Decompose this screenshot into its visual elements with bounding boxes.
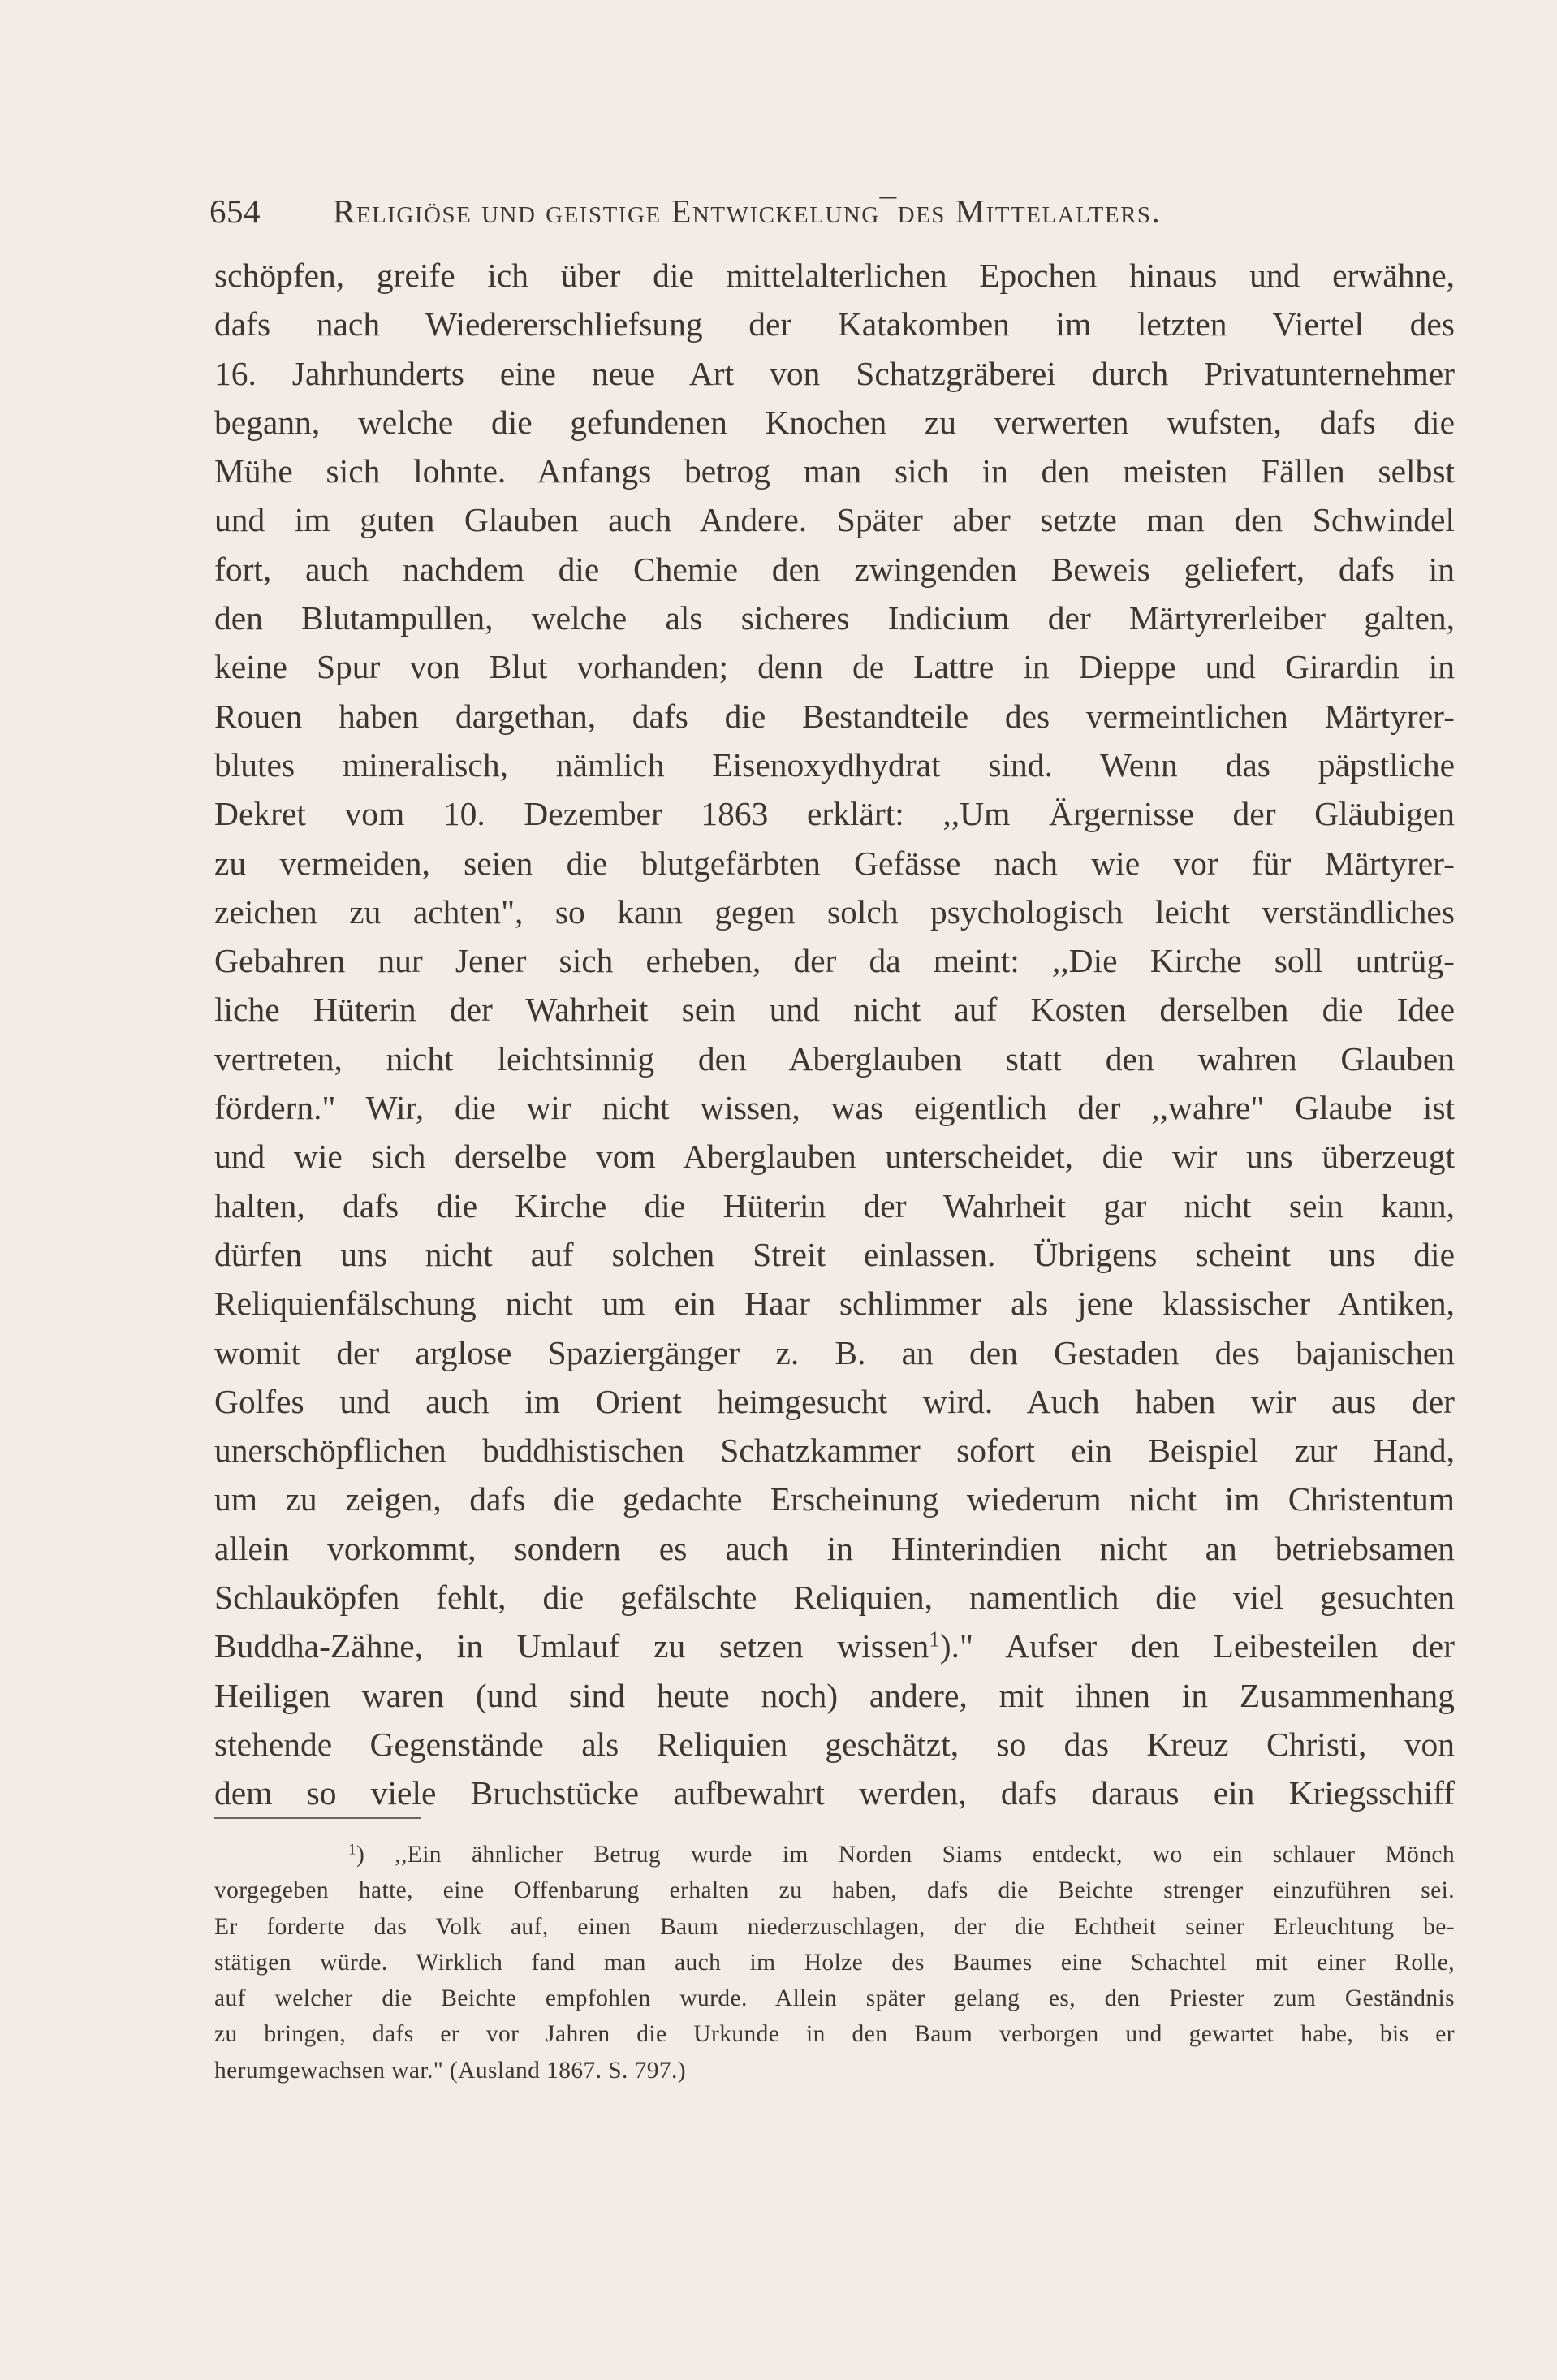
text-line: dürfen uns nicht auf solchen Streit einlassen. Übrigens scheint uns die (214, 1235, 1455, 1273)
footnote-marker: 1 (348, 1841, 356, 1859)
text-line: Mühe sich lohnte. Anfangs betrog man sich in den meisten Fällen selbst (214, 452, 1455, 490)
text-line: um zu zeigen, dafs die gedachte Erscheinung wiederum nicht im Christentum (214, 1480, 1455, 1518)
text-line: dafs nach Wiedererschliefsung der Katakomben im letzten Viertel des (214, 305, 1455, 343)
text-line: Reliquienfälschung nicht um ein Haar schlimmer als jene klassischer Antiken, (214, 1285, 1455, 1323)
text-line: Dekret vom 10. Dezember 1863 erklärt: ,,Um Ärgernisse der Gläubigen (214, 795, 1455, 833)
text-line: 16. Jahrhunderts eine neue Art von Schatzgräberei durch Privatunternehmer (214, 354, 1455, 392)
text-line: fördern." Wir, die wir nicht wissen, was eigentlich der ,,wahre" Glaube ist (214, 1089, 1455, 1127)
text-line: den Blutampullen, welche als sicheres Indicium der Märtyrerleiber galten, (214, 599, 1455, 637)
text-line: Heiligen waren (und sind heute noch) andere, mit ihnen in Zusammenhang (214, 1676, 1455, 1714)
text-line: schöpfen, greife ich über die mittelalterlichen Epochen hinaus und erwähne, (214, 257, 1455, 294)
text-line: dem so viele Bruchstücke aufbewahrt werden, dafs daraus ein Kriegsschiff (214, 1774, 1455, 1812)
text-line: Gebahren nur Jener sich erheben, der da meint: ,,Die Kirche soll untrüg- (214, 942, 1455, 980)
text-segment: Buddha-Zähne, in Umlauf zu setzen wissen (214, 1627, 929, 1665)
text-segment: )." Aufser den Leibesteilen der (939, 1627, 1456, 1665)
text-line: Rouen haben dargethan, dafs die Bestandteile des vermeintlichen Märtyrer- (214, 697, 1455, 735)
footnote-line: vorgegeben hatte, eine Offenbarung erhalten zu haben, dafs die Beichte strenger einzuführen sei. (214, 1877, 1455, 1904)
text-line: begann, welche die gefundenen Knochen zu verwerten wufsten, dafs die (214, 403, 1455, 441)
footnote-line: auf welcher die Beichte empfohlen wurde. Allein später gelang es, den Priester zum Geständnis (214, 1985, 1455, 2012)
running-title: Religiöse und geistige Entwickelung¯des Mittelalters. (333, 192, 1162, 230)
footnote-line: herumgewachsen war." (Ausland 1867. S. 797.) (214, 2057, 687, 2084)
text-line: stehende Gegenstände als Reliquien geschätzt, so das Kreuz Christi, von (214, 1725, 1455, 1763)
footnote-line: stätigen würde. Wirklich fand man auch im Holze des Baumes eine Schachtel mit einer Rolle, (214, 1949, 1455, 1976)
text-line: und im guten Glauben auch Andere. Später aber setzte man den Schwindel (214, 501, 1455, 539)
text-line: liche Hüterin der Wahrheit sein und nicht auf Kosten derselben die Idee (214, 991, 1455, 1029)
body-text (214, 251, 1455, 1818)
running-head (209, 192, 1362, 240)
text-line: und wie sich derselbe vom Aberglauben unterscheidet, die wir uns überzeugt (214, 1138, 1455, 1176)
footnote-line (214, 1837, 1455, 1872)
footnote-reference: 1 (929, 1626, 940, 1652)
text-line: vertreten, nicht leichtsinnig den Aberglauben statt den wahren Glauben (214, 1039, 1455, 1078)
text-line: Schlauköpfen fehlt, die gefälschte Reliquien, namentlich die viel gesuchten (214, 1579, 1455, 1617)
text-line: zeichen zu achten", so kann gegen solch psychologisch leicht verständliches (214, 892, 1455, 931)
text-line: zu vermeiden, seien die blutgefärbten Gefässe nach wie vor für Märtyrer- (214, 844, 1455, 882)
footnote-line: Er forderte das Volk auf, einen Baum niederzuschlagen, der die Echtheit seiner Erleuchtung be- (214, 1913, 1455, 1940)
text-line: Golfes und auch im Orient heimgesucht wird. Auch haben wir aus der (214, 1382, 1455, 1420)
text-line: halten, dafs die Kirche die Hüterin der Wahrheit gar nicht sein kann, (214, 1186, 1455, 1225)
text-line: fort, auch nachdem die Chemie den zwingenden Beweis geliefert, dafs in (214, 550, 1455, 588)
text-line: allein vorkommt, sondern es auch in Hinterindien nicht an betriebsamen (214, 1529, 1455, 1567)
text-line-with-footnote-ref (214, 1622, 1455, 1670)
text-line: unerschöpflichen buddhistischen Schatzkammer sofort ein Beispiel zur Hand, (214, 1432, 1455, 1470)
page-number: 654 (209, 192, 261, 230)
footnote-text: ) ,,Ein ähnlicher Betrug wurde im Norden Siams entdeckt, wo ein schlauer Mönch (356, 1842, 1455, 1868)
text-line: womit der arglose Spaziergänger z. B. an den Gestaden des bajanischen (214, 1333, 1455, 1371)
footnote-line: zu bringen, dafs er vor Jahren die Urkunde in den Baum verborgen und gewartet habe, bis er (214, 2021, 1455, 2048)
text-line: keine Spur von Blut vorhanden; denn de Lattre in Dieppe und Girardin in (214, 648, 1455, 686)
footnote (214, 1837, 1455, 2088)
footnote-divider (214, 1817, 421, 1819)
text-line: blutes mineralisch, nämlich Eisenoxydhydrat sind. Wenn das päpstliche (214, 745, 1455, 784)
